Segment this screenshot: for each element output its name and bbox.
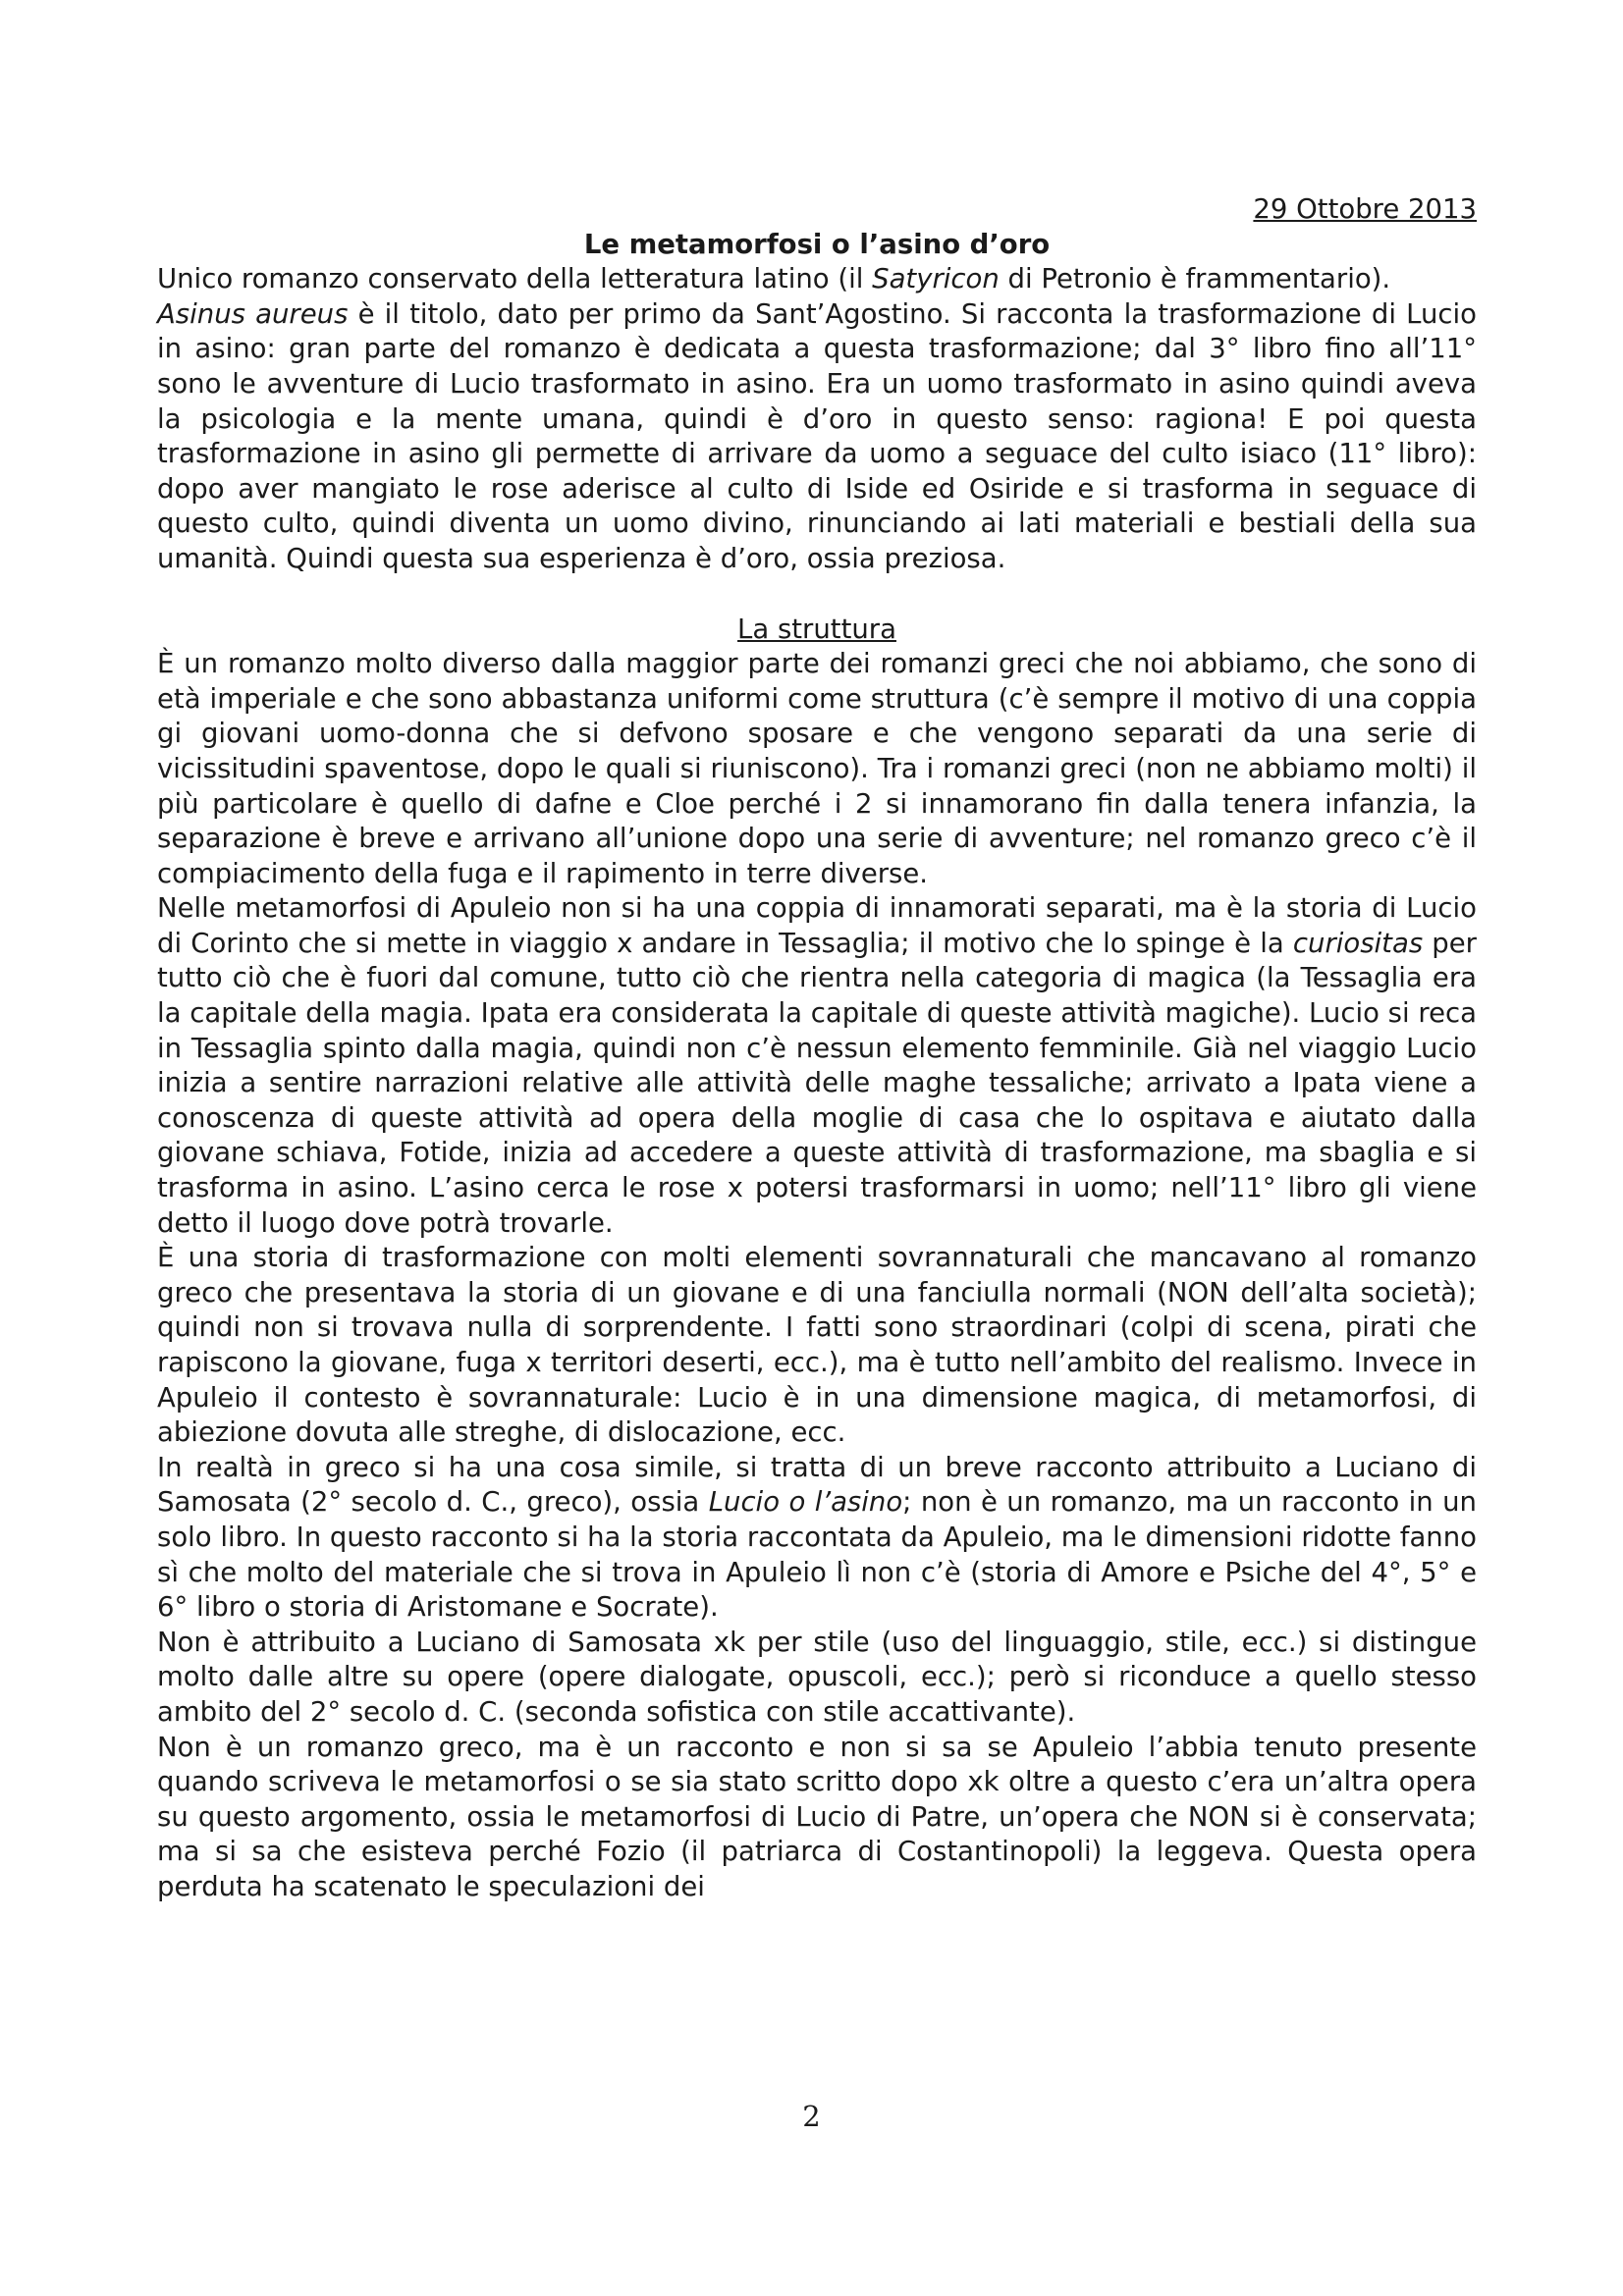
text-run: Unico romanzo conservato della letteratura latino (il <box>157 263 873 295</box>
paragraph: È una storia di trasformazione con molti elementi sovrannaturali che mancavano al romanzo greco che presentava la storia di un giovane e di una fanciulla normali (NON dell’alta società); quindi non si trovava nulla di sorprendente. I fatti sono straordinari (colpi di scena, pirati che rapiscono la giovane, fuga x territori deserti, ecc.), ma è tutto nell’ambito del realismo. Invece in Apuleio il contesto è sovrannaturale: Lucio è in una dimensione magica, di metamorfosi, di abiezione dovuta alle streghe, di dislocazione, ecc. <box>157 1242 1477 1449</box>
paragraph <box>157 1451 1477 1626</box>
paragraph: Non è attribuito a Luciano di Samosata xk per stile (uso del linguaggio, stile, ecc.) si distingue molto dalle altre su opere (opere dialogate, opuscoli, ecc.); però si riconduce a quello stesso ambito del 2° secolo d. C. (seconda sofistica con stile accattivante). <box>157 1626 1477 1728</box>
italic-title: Satyricon <box>872 263 1000 295</box>
text-run: di Petronio è frammentario). <box>999 263 1391 295</box>
italic-term: curiositas <box>1292 927 1424 959</box>
text-run: Nelle metamorfosi di Apuleio non si ha una coppia di innamorati separati, ma è la storia di Lucio di Corinto che si mette in viaggio x andare in Tessaglia; il motivo che lo spinge è la <box>157 892 1477 959</box>
text-run: ; non è un romanzo, ma un racconto in un solo libro. In questo racconto si ha la storia raccontata da Apuleio, ma le dimensioni ridotte fanno sì che molto del materiale che si trova in Apuleio lì non c’è (storia di Amore e Psiche del 4°, 5° e 6° libro o storia di Aristomane e Socrate). <box>157 1486 1477 1624</box>
text-run: è il titolo, dato per primo da Sant’Agostino. Si racconta la trasformazione di Lucio in asino: gran parte del romanzo è dedicata a questa trasformazione; dal 3° libro fino all’11° sono le avventure di Lucio trasformato in asino. Era un uomo trasformato in asino quindi aveva la psicologia e la mente umana, quindi è d’oro in questo senso: ragiona! E poi questa trasformazione in asino gli permette di arrivare da uomo a seguace del culto isiaco (11° libro): dopo aver mangiato le rose aderisce al culto di Iside ed Osiride e si trasforma in seguace di questo culto, quindi diventa un uomo divino, rinunciando ai lati materiali e bestiali della sua umanità. Quindi questa sua esperienza è d’oro, ossia preziosa. <box>157 297 1477 574</box>
italic-title: Lucio o l’asino <box>708 1486 903 1519</box>
document-page <box>157 192 1477 1905</box>
page-number: 2 <box>802 2100 821 2133</box>
paragraph: Non è un romanzo greco, ma è un racconto e non si sa se Apuleio l’abbia tenuto presente quando scriveva le metamorfosi o se sia stato scritto dopo xk oltre a questo c’era un’altra opera su questo argomento, ossia le metamorfosi di Lucio di Patre, un’opera che NON si è conservata; ma si sa che esisteva perché Fozio (il patriarca di Costantinopoli) la leggeva. Questa opera perduta ha scatenato le speculazioni dei <box>157 1731 1477 1902</box>
document-date: 29 Ottobre 2013 <box>1253 193 1477 225</box>
paragraph: È un romanzo molto diverso dalla maggior parte dei romanzi greci che noi abbiamo, che sono di età imperiale e che sono abbastanza uniformi come struttura (c’è sempre il motivo di una coppia gi giovani uomo-donna che si defvono sposare e che vengono separati da una serie di vicissitudini spaventose, dopo le quali si riuniscono). Tra i romanzi greci (non ne abbiamo molti) il più particolare è quello di dafne e Cloe perché i 2 si innamorano fin dalla tenera infanzia, la separazione è breve e arrivano all’unione dopo una serie di avventure; nel romanzo greco c’è il compiacimento della fuga e il rapimento in terre diverse. <box>157 648 1477 889</box>
paragraph <box>157 262 1477 297</box>
paragraph <box>157 891 1477 1241</box>
italic-title: Asinus aureus <box>157 297 349 330</box>
text-run: per tutto ciò che è fuori dal comune, tutto ciò che rientra nella categoria di magica (la Tessaglia era la capitale della magia. Ipata era considerata la capitale di queste attività magiche). Lucio si reca in Tessaglia spinto dalla magia, quindi non c’è nessun elemento femminile. Già nel viaggio Lucio inizia a sentire narrazioni relative alle attività delle maghe tessaliche; arrivato a Ipata viene a conoscenza di queste attività ad opera della moglie di casa che lo ospitava e aiutato dalla giovane schiava, Fotide, inizia ad accedere a queste attività di trasformazione, ma sbaglia e si trasforma in asino. L’asino cerca le rose x potersi trasformarsi in uomo; nell’11° libro gli viene detto il luogo dove potrà trovarle. <box>157 927 1477 1239</box>
paragraph <box>157 297 1477 577</box>
section-heading: La struttura <box>737 613 896 645</box>
document-title: Le metamorfosi o l’asino d’oro <box>583 228 1051 260</box>
text-run: In realtà in greco si ha una cosa simile, si tratta di un breve racconto attribuito a Luciano di Samosata (2° secolo d. C., greco), ossia <box>157 1451 1477 1519</box>
blank-line <box>157 577 1477 613</box>
